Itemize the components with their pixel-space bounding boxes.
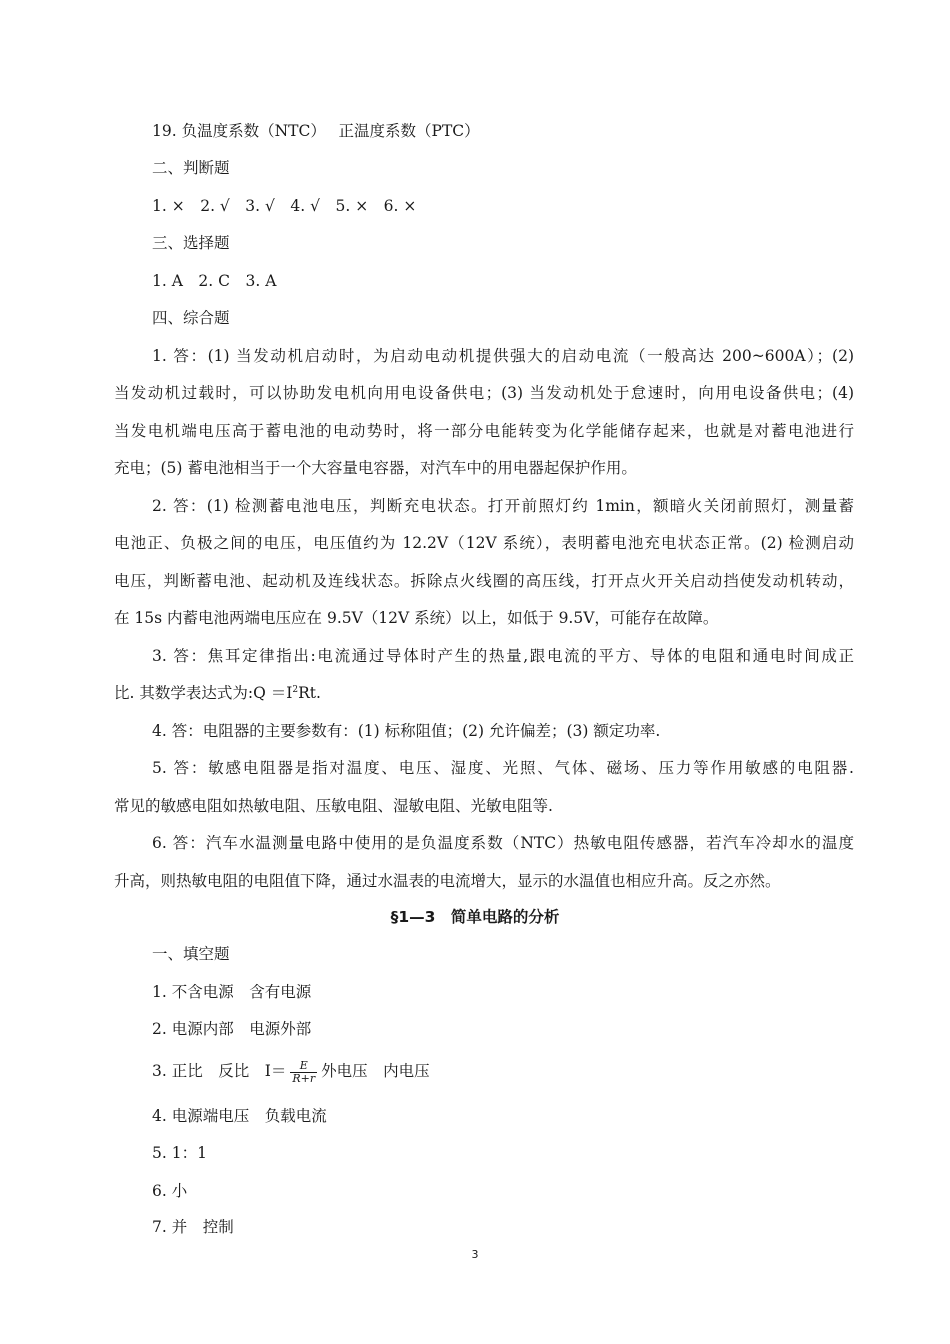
- true-false-answers: 1. × 2. √ 3. √ 4. √ 5. × 6. ×: [152, 197, 417, 215]
- fill-answer-3-prefix: 3. 正比 反比 I＝: [152, 1062, 287, 1080]
- fraction-numerator: E: [290, 1060, 317, 1073]
- answer-2-line-1: 2. 答：(1) 检测蓄电池电压，判断充电状态。打开前照灯约 1min，额暗火关闭前照灯，测量蓄: [152, 497, 854, 515]
- answer-2-line-4: 在 15s 内蓄电池两端电压应在 9.5V（12V 系统）以上，如低于 9.5V，可能存在故障。: [114, 609, 719, 627]
- fill-answer-6: 6. 小: [152, 1182, 188, 1200]
- answer-3-formula-line: [114, 682, 854, 704]
- joule-formula-exponent: 2: [292, 684, 299, 695]
- fill-answer-3: [152, 1058, 892, 1085]
- multiple-choice-answers: 1. A 2. C 3. A: [152, 272, 277, 290]
- heading-fill-in-blank: 一、填空题: [152, 945, 230, 963]
- fill-answer-5: 5. 1：1: [152, 1144, 207, 1162]
- answer-5-line-2: 常见的敏感电阻如热敏电阻、压敏电阻、湿敏电阻、光敏电阻等.: [114, 797, 553, 815]
- heading-multiple-choice: 三、选择题: [152, 234, 230, 252]
- answer-2-line-2: 电池正、负极之间的电压，电压值约为 12.2V（12V 系统），表明蓄电池充电状态正常。(2) 检测启动: [114, 534, 854, 552]
- ohm-law-fraction: [290, 1060, 317, 1085]
- fill-answer-3-suffix: 外电压 内电压: [321, 1062, 430, 1080]
- answer-3-line-1: 3. 答：焦耳定律指出:电流通过导体时产生的热量,跟电流的平方、导体的电阻和通电时间成正: [152, 647, 854, 665]
- answer-19: 19. 负温度系数（NTC） 正温度系数（PTC）: [152, 122, 480, 140]
- fraction-denominator: R+r: [292, 1071, 316, 1085]
- answer-6-line-1: 6. 答：汽车水温测量电路中使用的是负温度系数（NTC）热敏电阻传感器，若汽车冷却水的温度: [152, 834, 854, 852]
- answer-1-line-3: 当发电机端电压高于蓄电池的电动势时，将一部分电能转变为化学能储存起来，也就是对蓄电池进行: [114, 422, 854, 440]
- fill-answer-4: 4. 电源端电压 负载电流: [152, 1107, 327, 1125]
- heading-true-false: 二、判断题: [152, 159, 230, 177]
- answer-4: 4. 答：电阻器的主要参数有：(1) 标称阻值；(2) 允许偏差；(3) 额定功率.: [152, 722, 661, 740]
- joule-formula-prefix: 比. 其数学表达式为:Q ＝I: [114, 684, 293, 702]
- fill-answer-7: 7. 并 控制: [152, 1218, 234, 1236]
- answer-1-line-2: 当发动机过载时，可以协助发电机向用电设备供电；(3) 当发动机处于怠速时，向用电设备供电；(4): [114, 384, 854, 402]
- fill-answer-2: 2. 电源内部 电源外部: [152, 1020, 312, 1038]
- answer-2-line-3: 电压，判断蓄电池、起动机及连线状态。拆除点火线圈的高压线，打开点火开关启动挡使发动机转动，: [114, 572, 854, 590]
- answer-1-line-4: 充电；(5) 蓄电池相当于一个大容量电容器，对汽车中的用电器起保护作用。: [114, 459, 637, 477]
- fill-answer-1: 1. 不含电源 含有电源: [152, 983, 312, 1001]
- joule-formula-suffix: Rt.: [298, 684, 321, 702]
- answer-6-line-2: 升高，则热敏电阻的电阻值下降，通过水温表的电流增大，显示的水温值也相应升高。反之亦然。: [114, 872, 781, 890]
- page-number: 3: [471, 1248, 479, 1261]
- answer-1-line-1: 1. 答：(1) 当发动机启动时，为启动电动机提供强大的启动电流（一般高达 200~600A）；(2): [152, 347, 854, 365]
- heading-comprehensive: 四、综合题: [152, 309, 230, 327]
- section-title: §1—3 简单电路的分析: [390, 908, 560, 926]
- answer-5-line-1: 5. 答：敏感电阻器是指对温度、电压、湿度、光照、气体、磁场、压力等作用敏感的电阻器.: [152, 759, 854, 777]
